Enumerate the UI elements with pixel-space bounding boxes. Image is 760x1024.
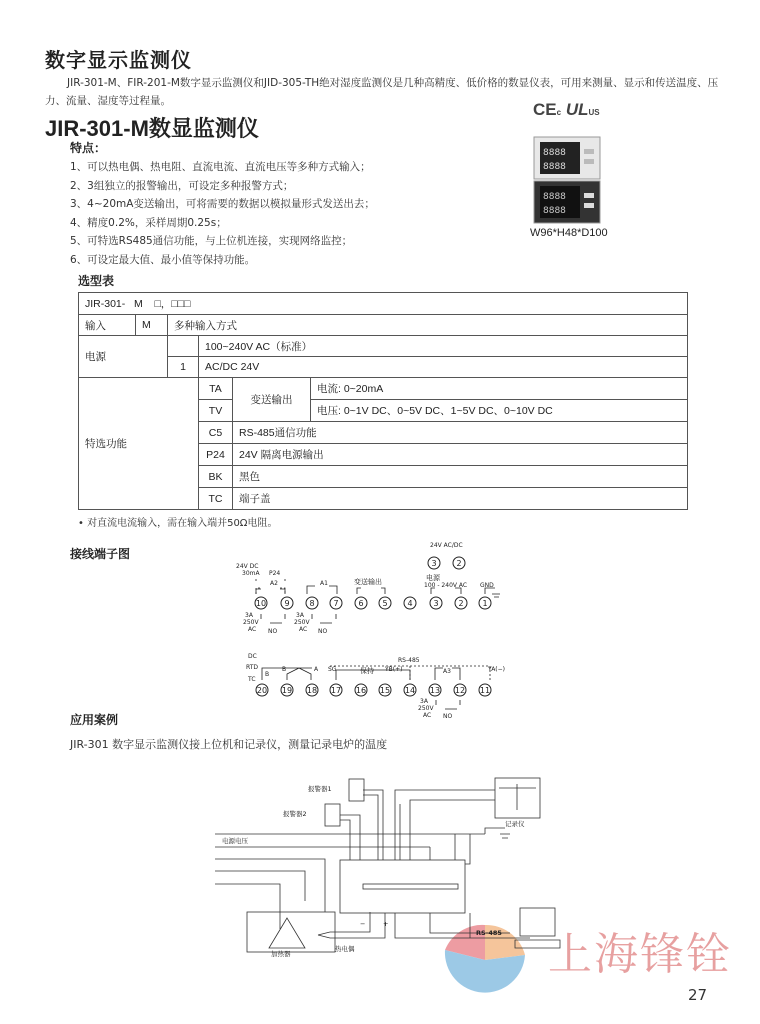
computer-monitor — [520, 908, 555, 936]
terminal-number: 8 — [309, 599, 315, 608]
display-readout: 8888 — [543, 206, 566, 216]
feature-item: 4、精度0.2%，采样周期0.25s； — [70, 216, 227, 229]
label: 24V AC/DC — [430, 542, 463, 549]
recorder-label: 记录仪 — [505, 820, 525, 828]
terminal-number: 3 — [431, 559, 437, 568]
label: AC — [248, 626, 257, 633]
label: SG — [328, 666, 337, 673]
watermark-text: 上海锋铨 — [548, 929, 732, 980]
cell: 24V 隔离电源输出 — [233, 444, 688, 466]
label: NO — [318, 628, 328, 635]
c-mark: c — [556, 108, 562, 117]
cell: TC — [199, 488, 233, 510]
cell: 变送输出 — [233, 378, 311, 422]
application-title: 应用案例 — [70, 713, 119, 727]
cell: AC/DC 24V — [199, 357, 688, 378]
terminal-number: 5 — [382, 599, 388, 608]
terminal-number: 2 — [458, 599, 464, 608]
features-title: 特点： — [70, 141, 107, 155]
feature-item: 3、4~20mA变送输出，可将需要的数据以模拟量形式发送出去； — [70, 198, 375, 211]
cell: 端子盖 — [233, 488, 688, 510]
rs485-label: RS-485 — [476, 929, 502, 937]
cell: 电源 — [79, 336, 168, 378]
label: 100 - 240V AC — [424, 582, 468, 589]
supply-voltage-label: 电源电压 — [222, 837, 248, 845]
terminal-number: 11 — [479, 686, 491, 695]
feature-item: 6、可设定最大值、最小值等保持功能。 — [70, 253, 256, 266]
plus-label: + — [383, 920, 389, 928]
selection-table-title: 选型表 — [78, 274, 115, 288]
cell: RS-485通信功能 — [233, 422, 688, 444]
label: RTD — [246, 664, 259, 671]
label: 30mA — [242, 570, 260, 577]
label: GND — [480, 582, 494, 589]
product-title: JIR-301-M数显监测仪 — [45, 116, 259, 141]
table-note: • 对直流电流输入，需在输入端并50Ω电阻。 — [78, 518, 278, 529]
alarm1-label: 报警器1 — [308, 785, 332, 793]
label: 250V — [294, 619, 310, 626]
heater-label: 加热器 — [271, 950, 291, 958]
display-readout: 8888 — [543, 192, 566, 202]
terminal-number: 6 — [358, 599, 364, 608]
label: B — [282, 666, 287, 673]
terminal-number: 4 — [407, 599, 413, 608]
label: 24V DC — [236, 563, 259, 570]
alarm1-box — [349, 779, 364, 801]
heater-box — [247, 912, 335, 952]
feature-item: 2、3组独立的报警输出，可设定多种报警方式； — [70, 179, 294, 192]
cell: M — [136, 315, 168, 336]
recorder-box — [495, 778, 540, 818]
ul-mark: UL — [565, 100, 589, 119]
terminal-number: 20 — [256, 686, 268, 695]
label: RS-485 — [398, 657, 420, 664]
label: 3A — [420, 698, 428, 705]
label: 3A — [245, 612, 253, 619]
label: NO — [443, 713, 453, 720]
model-prefix: JIR-301- — [85, 298, 126, 310]
heater-delta — [269, 918, 305, 948]
display-readout: 8888 — [543, 148, 566, 158]
terminal-number: 16 — [355, 686, 367, 695]
cell: 特选功能 — [79, 378, 199, 510]
terminal-number: 1 — [482, 599, 488, 608]
model-options: □，□□□ — [154, 298, 191, 310]
label: 电源 — [426, 574, 440, 582]
application-description: JIR-301 数字显示监测仪接上位机和记录仪，测量记录电炉的温度 — [70, 738, 388, 751]
terminal-number: 10 — [255, 599, 267, 608]
label: A — [314, 666, 319, 673]
cell: 1 — [168, 357, 199, 378]
terminal-number: 19 — [281, 686, 293, 695]
cell: C5 — [199, 422, 233, 444]
ce-mark: CE — [533, 100, 557, 119]
label: DC — [248, 653, 257, 660]
terminal-number: 9 — [284, 599, 290, 608]
label: 3A — [296, 612, 304, 619]
terminal-number: 7 — [333, 599, 339, 608]
terminal-number: 17 — [330, 686, 342, 695]
label: TC — [248, 676, 256, 683]
label: YA(−) — [488, 666, 506, 673]
terminal-number: 12 — [454, 686, 466, 695]
page-number: 27 — [688, 986, 708, 1004]
label: 变送输出 — [354, 578, 382, 586]
cell: 电流: 0~20mA — [311, 378, 688, 400]
cell: TV — [199, 400, 233, 422]
cell: 电压: 0~1V DC、0~5V DC、1~5V DC、0~10V DC — [311, 400, 688, 422]
terminal-number: 3 — [433, 599, 439, 608]
feature-item: 1、可以热电偶、热电阻、直流电流、直流电压等多种方式输入； — [70, 161, 371, 173]
alarm2-box — [325, 804, 340, 826]
label: A1 — [320, 580, 328, 587]
label: A2 — [270, 580, 278, 587]
cell: BK — [199, 466, 233, 488]
label: 250V — [243, 619, 259, 626]
label: B — [265, 671, 270, 678]
alarm2-label: 报警器2 — [283, 810, 307, 818]
cell: 多种输入方式 — [168, 315, 688, 336]
model-code: M — [134, 298, 143, 310]
cell: 输入 — [79, 315, 136, 336]
label: 250V — [418, 705, 434, 712]
label: 保持 — [360, 667, 374, 675]
intro-paragraph: JIR-301-M、FIR-201-M数字显示监测仪和JID-305-TH绝对湿度监测仪是几种高精度、低价格的数显仪表，可用来测量、显示和传送温度、压力、流量、湿度等过程量。 — [45, 77, 719, 107]
cell: 100~240V AC（标准） — [199, 336, 688, 357]
label: A3 — [443, 668, 451, 675]
us-mark: US — [588, 108, 600, 117]
terminal-number: 18 — [306, 686, 318, 695]
wiring-title: 接线端子图 — [70, 547, 131, 561]
terminal-number: 14 — [404, 686, 416, 695]
feature-item: 5、可特选RS485通信功能，与上位机连接，实现网络监控； — [70, 235, 353, 248]
thermocouple-label: 热电偶 — [335, 945, 355, 953]
terminal-number: 13 — [429, 686, 441, 695]
instrument-terminal-block — [340, 860, 465, 913]
label: AC — [423, 712, 432, 719]
cell: TA — [199, 378, 233, 400]
terminal-number: 2 — [456, 559, 462, 568]
cell: P24 — [199, 444, 233, 466]
cell: 黑色 — [233, 466, 688, 488]
display-readout: 8888 — [543, 162, 566, 172]
page-title: 数字显示监测仪 — [45, 48, 192, 72]
terminal-number: 15 — [379, 686, 391, 695]
label: AC — [299, 626, 308, 633]
label: NO — [268, 628, 278, 635]
dimensions-caption: W96*H48*D100 — [530, 227, 608, 239]
minus-label: − — [360, 920, 366, 928]
label: P24 — [269, 570, 281, 577]
label: YB(+) — [385, 666, 403, 673]
